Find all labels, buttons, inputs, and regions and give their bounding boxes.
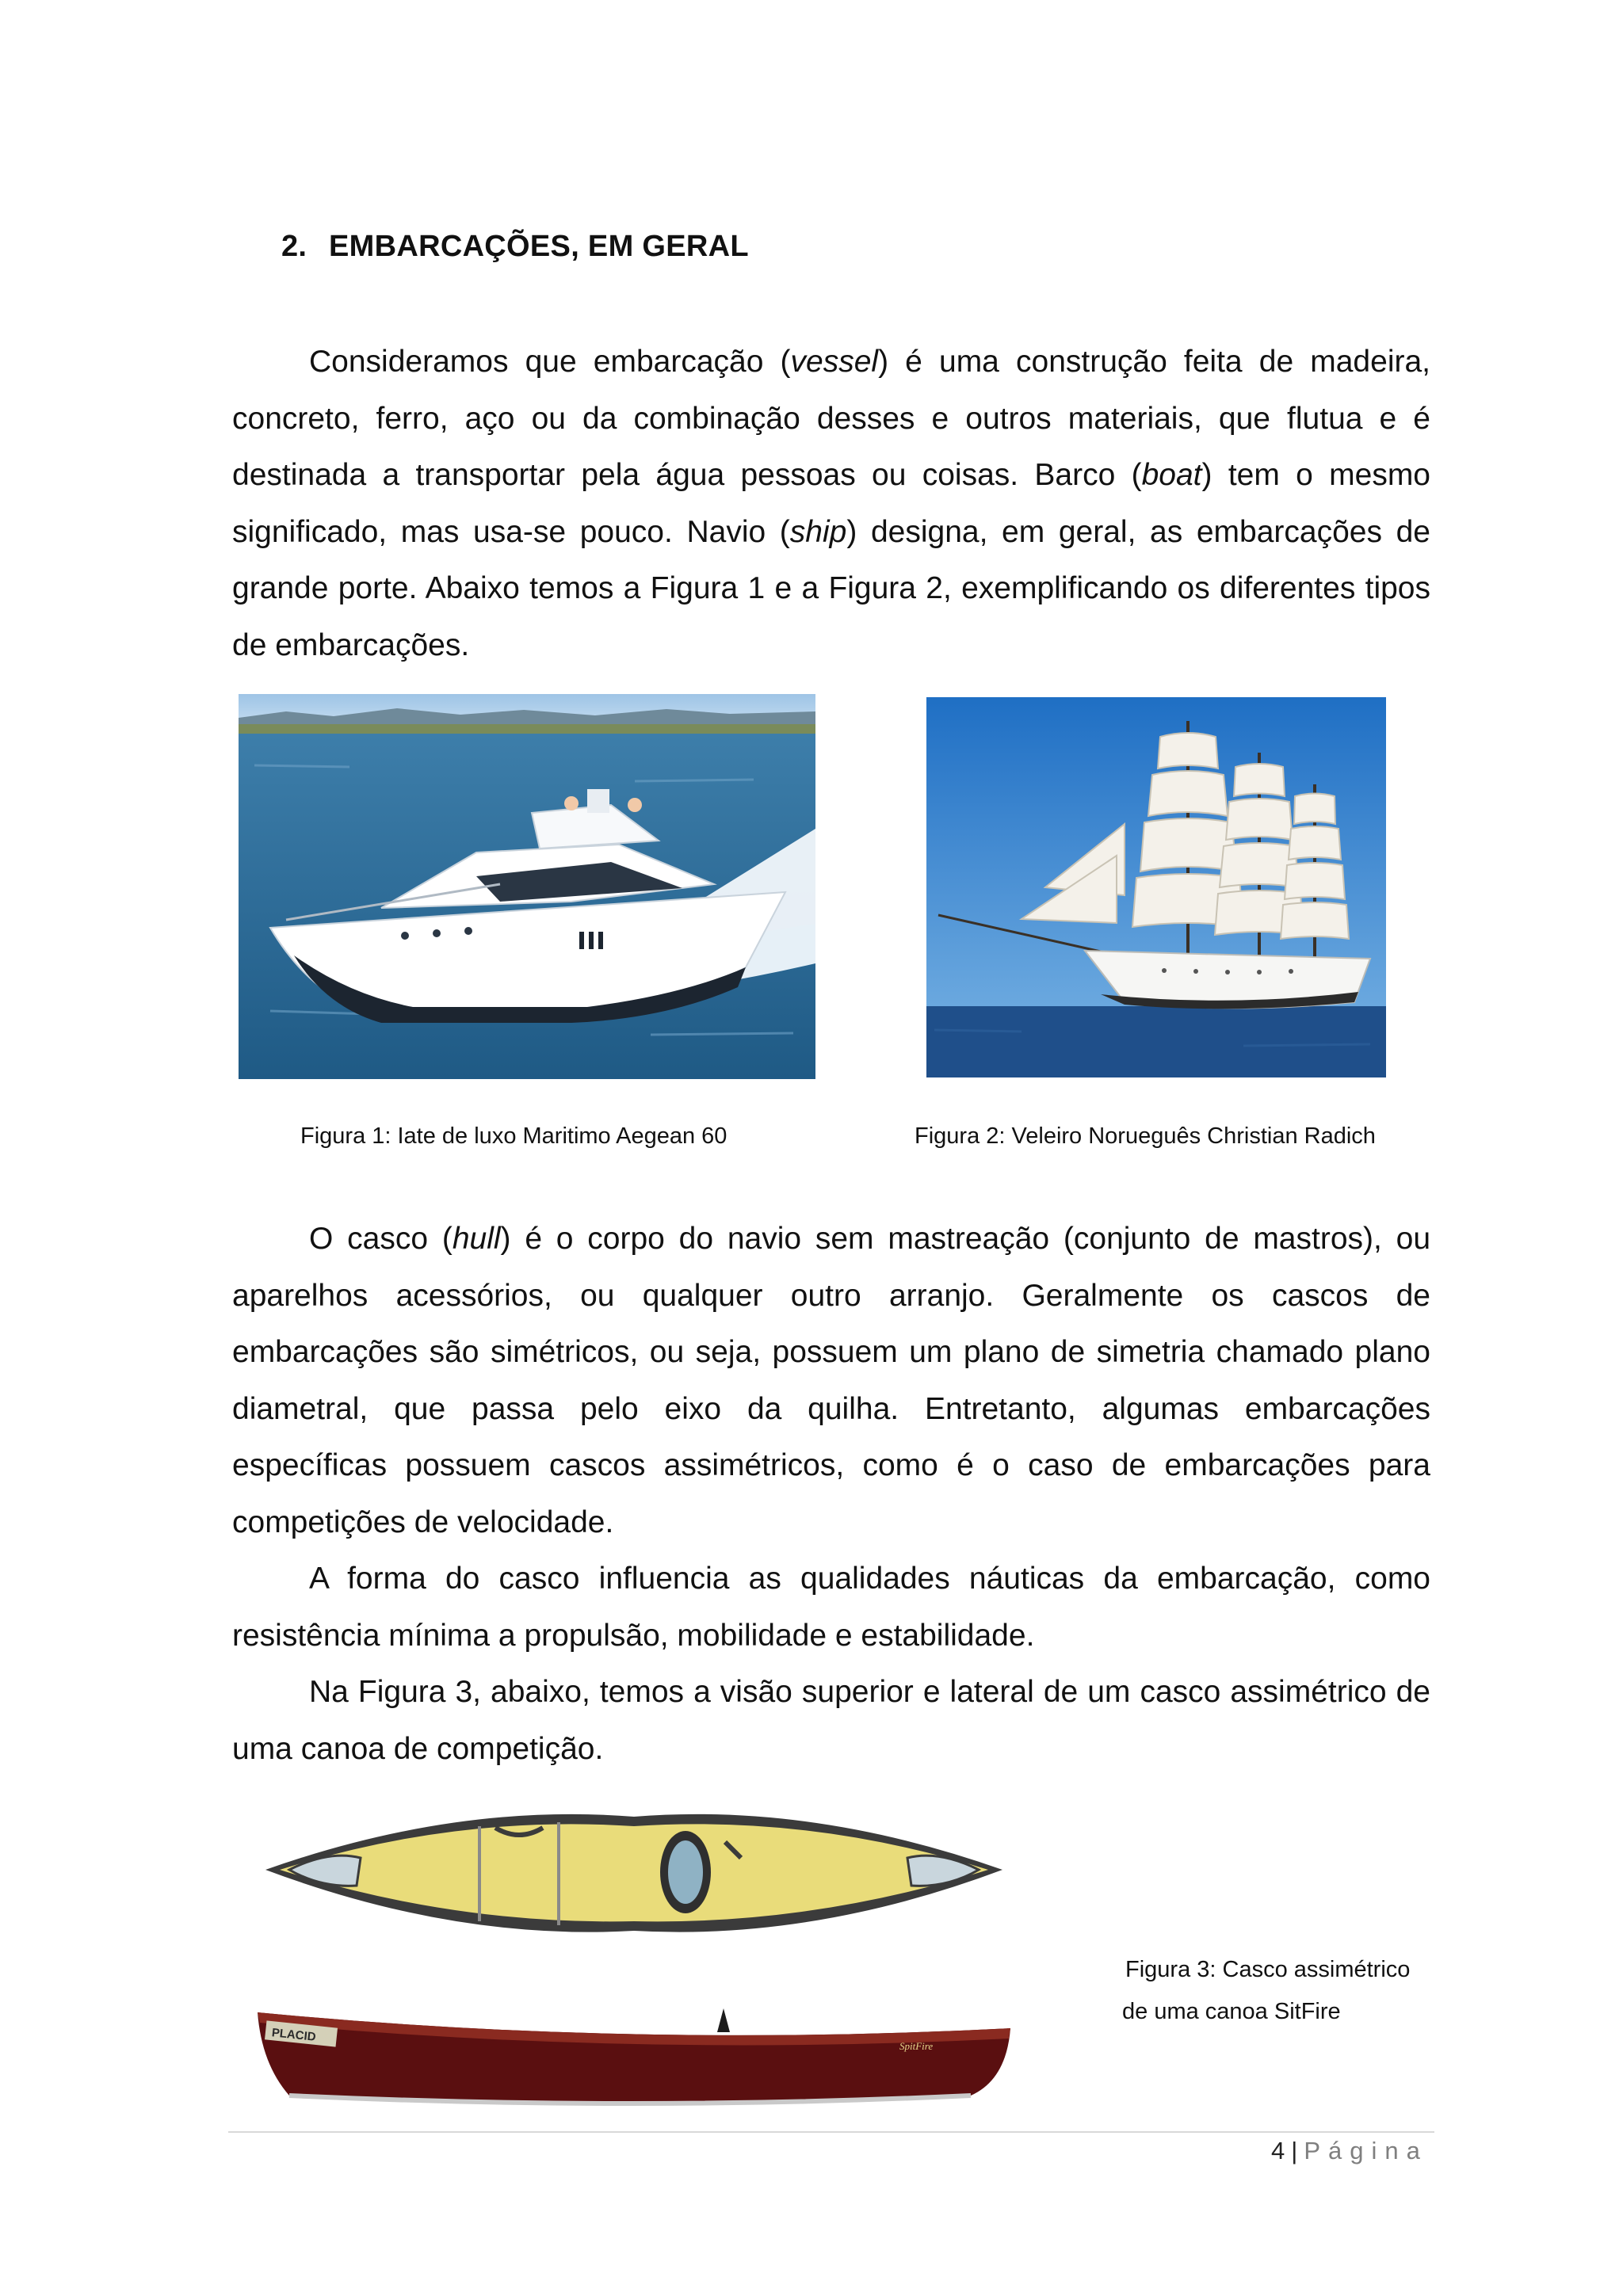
paragraph-figure-3-intro xyxy=(232,1664,1430,1777)
text-run: ) tem o mesmo significado, mas usa-se pouco. Navio ( xyxy=(232,458,1430,549)
text-run: ) é uma construção feita de madeira, concreto, ferro, aço ou da combinação desses e outros materiais, que flutua e é destinada a transportar pela água pessoas ou coisas. Barco ( xyxy=(232,345,1430,492)
text-run: O casco ( xyxy=(309,1222,453,1256)
figure-2-caption: Figura 2: Veleiro Norueguês Christian Radich xyxy=(915,1123,1376,1149)
page-number: 4 xyxy=(1271,2137,1285,2164)
term-ship: ship xyxy=(789,514,847,549)
term-hull: hull xyxy=(452,1222,501,1256)
footer-separator: | xyxy=(1291,2137,1298,2164)
page-label: Página xyxy=(1304,2137,1428,2164)
canoe-logo: PLACID xyxy=(271,2026,317,2044)
term-boat: boat xyxy=(1141,458,1202,492)
yacht-illustration xyxy=(239,694,815,1079)
text-run: Consideramos que embarcação ( xyxy=(309,345,791,379)
page-footer xyxy=(1271,2137,1428,2165)
text-run: A forma do casco influencia as qualidades náuticas da embarcação, como resistência mínima a propulsão, mobilidade e estabilidade. xyxy=(232,1562,1430,1653)
paragraph-hull-shape xyxy=(232,1550,1430,1664)
figure-3-caption-line-2: de uma canoa SitFire xyxy=(1122,1999,1341,2024)
figure-3-canoe-photo xyxy=(258,1810,1010,2115)
canoe-illustration xyxy=(258,1810,1010,2115)
text-run: ) é o corpo do navio sem mastreação (conjunto de mastros), ou aparelhos acessórios, ou qualquer outro arranjo. Geralmente os cascos de embarcações são simétricos, ou seja, possuem um plano de simetria chamado plano diametral, que passa pelo eixo da quilha. Entretanto, algumas embarcações específicas possuem cascos assimétricos, como é o caso de embarcações para competições de velocidade. xyxy=(232,1222,1431,1539)
figure-2-sailing-ship-photo xyxy=(926,697,1386,1077)
section-heading xyxy=(281,230,749,264)
figure-3-caption-line-1: Figura 3: Casco assimétrico xyxy=(1125,1957,1411,1982)
text-run: Na Figura 3, abaixo, temos a visão superior e lateral de um casco assimétrico de uma canoa de competição. xyxy=(232,1675,1430,1766)
section-title: EMBARCAÇÕES, EM GERAL xyxy=(329,230,749,263)
term-vessel: vessel xyxy=(790,345,879,379)
figure-1-caption: Figura 1: Iate de luxo Maritimo Aegean 60 xyxy=(300,1123,727,1149)
paragraph-hull-definition xyxy=(232,1211,1430,1550)
text-run: ) designa, em geral, as embarcações de grande porte. Abaixo temos a Figura 1 e a Figura 2, exemplificando os diferentes tipos de embarcações. xyxy=(232,514,1430,662)
footer-divider xyxy=(228,2131,1434,2133)
paragraph-vessel-definition xyxy=(232,334,1430,673)
section-number: 2. xyxy=(281,230,307,263)
canoe-side-view xyxy=(258,2008,1010,2103)
canoe-top-view xyxy=(265,1814,1002,1932)
canoe-decal: SpitFire xyxy=(899,2040,934,2052)
figure-1-yacht-photo xyxy=(239,694,815,1079)
tall-ship-illustration xyxy=(926,697,1386,1077)
